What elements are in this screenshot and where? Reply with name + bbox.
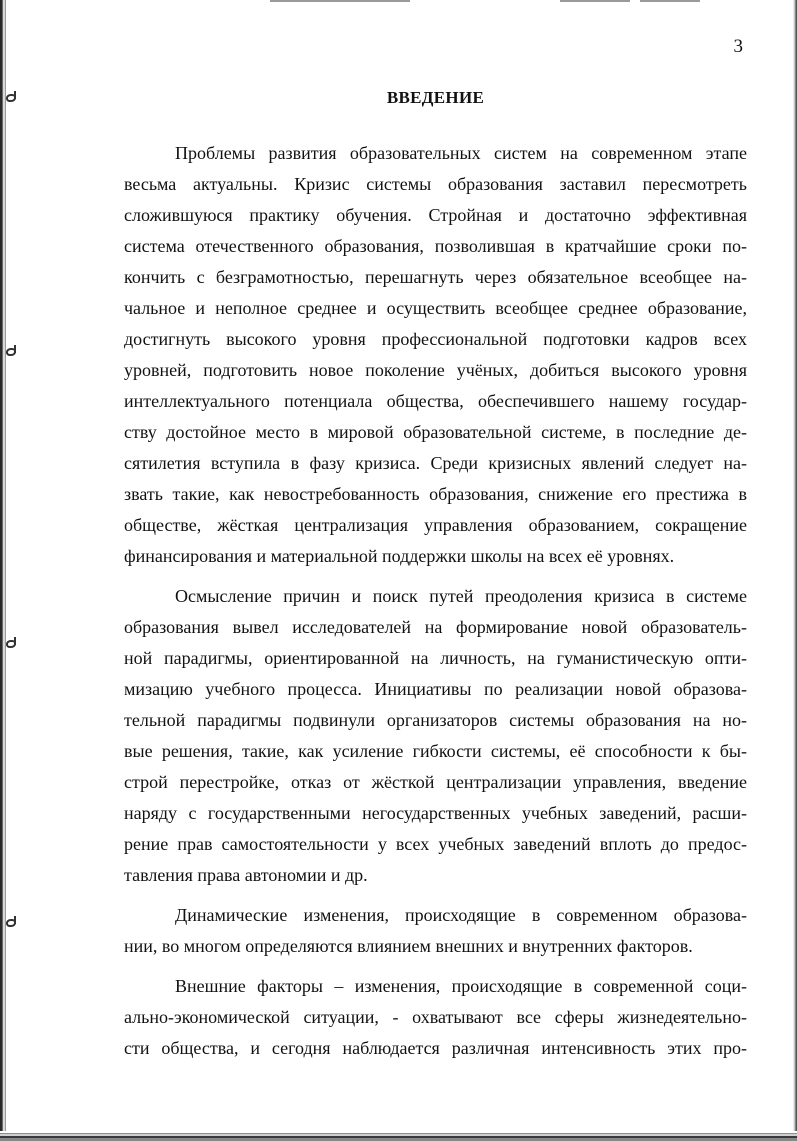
paragraph: [124, 581, 747, 891]
page-right-edge: [793, 0, 797, 1141]
text-line: нии, во многом определяются влиянием внешних и внутренних факторов.: [124, 936, 693, 956]
text-line: звать такие, как невостребованность образования, снижение его престижа в: [124, 484, 747, 504]
text-line: сложившуюся практику обучения. Стройная и достаточно эффективная: [124, 205, 747, 225]
text-line: наряду с государственными негосударственных учебных заведений, расши-: [124, 803, 747, 823]
binding-clip-icon: [6, 636, 20, 652]
text-line: мизацию учебного процесса. Инициативы по реализации новой образова-: [124, 679, 747, 699]
text-line: система отечественного образования, позволившая в кратчайшие сроки по-: [124, 236, 747, 256]
text-line: кончить с безграмотностью, перешагнуть через обязательное всеобщее на-: [124, 267, 747, 287]
binding-clip-icon: [6, 915, 20, 931]
paragraph: [124, 138, 747, 572]
page-bottom-edge: [0, 1131, 797, 1141]
text-line: обществе, жёсткая централизация управления образованием, сокращение: [124, 515, 747, 535]
text-line: Осмысление причин и поиск путей преодоления кризиса в системе: [175, 586, 747, 606]
text-line: Внешние факторы – изменения, происходящие в современной соци-: [175, 976, 747, 996]
page-title: ВВЕДЕНИЕ: [386, 88, 485, 107]
top-scan-line: [560, 0, 630, 2]
text-line: Динамические изменения, происходящие в современном образова-: [175, 905, 747, 925]
text-line: рение прав самостоятельности у всех учебных заведений вплоть до предос-: [124, 834, 747, 854]
text-line: ной парадигмы, ориентированной на личность, на гуманистическую опти-: [124, 648, 747, 668]
text-line: сти общества, и сегодня наблюдается различная интенсивность этих про-: [124, 1038, 747, 1058]
text-line: достигнуть высокого уровня профессиональной подготовки кадров всех: [124, 329, 747, 349]
text-line: тавления права автономии и др.: [124, 865, 368, 885]
binding-edge: [0, 0, 9, 1141]
text-line: интеллектуального потенциала общества, обеспечившего нашему государ-: [124, 391, 747, 411]
text-line: ству достойное место в мировой образовательной системе, в последние де-: [124, 422, 747, 442]
paragraph: [124, 971, 747, 1064]
top-scan-line: [640, 0, 700, 2]
text-line: чальное и неполное среднее и осуществить всеобщее среднее образование,: [124, 298, 747, 318]
text-line: уровней, подготовить новое поколение учёных, добиться высокого уровня: [124, 360, 747, 380]
top-scan-line: [270, 0, 410, 2]
text-line: образования вывел исследователей на формирование новой образователь-: [124, 617, 747, 637]
binding-clip-icon: [6, 344, 20, 360]
text-line: строй перестройке, отказ от жёсткой централизации управления, введение: [124, 772, 747, 792]
body-text: [124, 138, 747, 1064]
paragraph: [124, 900, 747, 962]
text-line: финансирования и материальной поддержки школы на всех её уровнях.: [124, 546, 675, 566]
page-number: 3: [733, 36, 743, 57]
text-line: тельной парадигмы подвинули организаторов системы образования на но-: [124, 710, 747, 730]
text-line: весьма актуальны. Кризис системы образования заставил пересмотреть: [124, 174, 747, 194]
text-line: сятилетия вступила в фазу кризиса. Среди кризисных явлений следует на-: [124, 453, 747, 473]
text-line: Проблемы развития образовательных систем на современном этапе: [175, 143, 747, 163]
text-line: вые решения, такие, как усиление гибкости системы, её способности к бы-: [124, 741, 747, 761]
text-line: ально-экономической ситуации, - охватывают все сферы жизнедеятельно-: [124, 1007, 747, 1027]
